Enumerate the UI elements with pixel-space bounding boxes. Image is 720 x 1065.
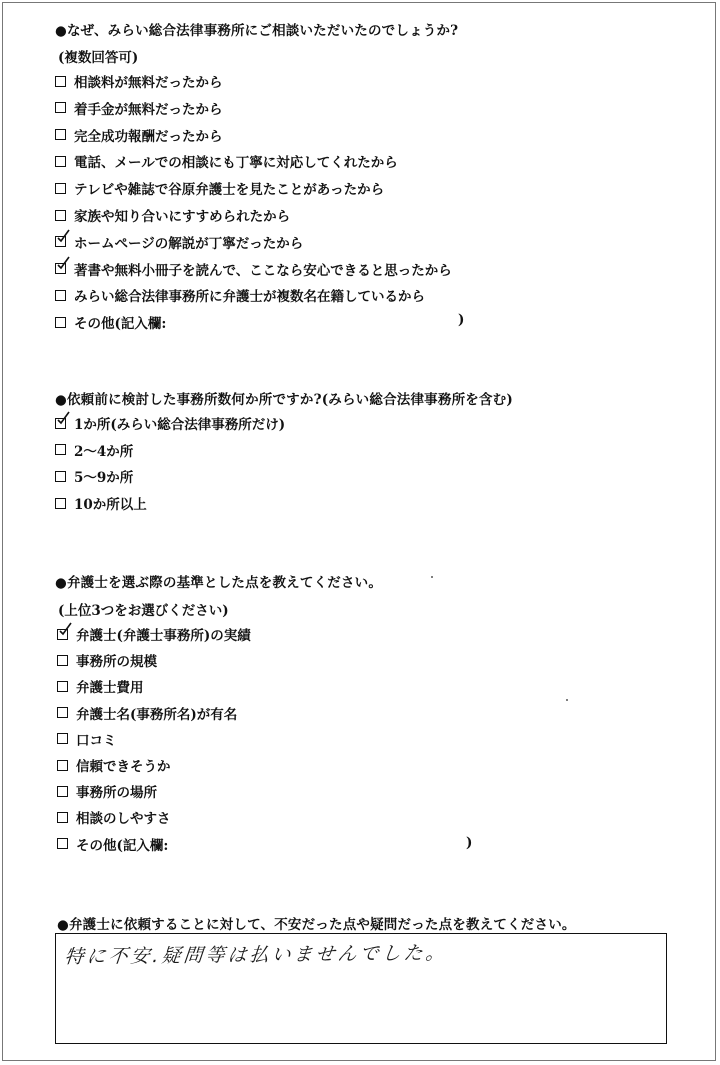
question-1-other-close: ) xyxy=(458,312,465,328)
checkbox-option[interactable] xyxy=(57,781,157,801)
checkbox[interactable] xyxy=(57,760,68,771)
check-mark-icon xyxy=(55,228,71,244)
handwritten-answer: 特に不安.疑問等は払いませんでした。 xyxy=(63,941,449,969)
option-label: 着手金が無料だったから xyxy=(74,101,223,118)
checkbox[interactable] xyxy=(55,471,66,482)
checkbox[interactable] xyxy=(57,681,68,692)
question-4-title: ●弁護士に依頼することに対して、不安だった点や疑問だった点を教えてください。 xyxy=(57,917,576,933)
checkbox-option[interactable] xyxy=(57,729,117,749)
checkbox[interactable] xyxy=(55,498,66,509)
checkbox-option[interactable] xyxy=(55,71,223,91)
option-label: ホームページの解説が丁寧だったから xyxy=(74,235,304,252)
checkbox[interactable] xyxy=(55,76,66,87)
option-label: 事務所の規模 xyxy=(76,654,157,671)
option-label: 家族や知り合いにすすめられたから xyxy=(74,209,291,225)
checkbox-checked[interactable] xyxy=(55,236,66,247)
checkbox-option[interactable] xyxy=(57,755,171,775)
option-label: 5〜9か所 xyxy=(74,470,134,487)
option-label: 10か所以上 xyxy=(74,497,147,514)
checkbox-option[interactable] xyxy=(57,650,157,670)
checkbox[interactable] xyxy=(55,102,66,113)
checkbox-option[interactable] xyxy=(55,125,223,145)
option-label: 弁護士名(事務所名)が有名 xyxy=(76,706,238,723)
checkbox[interactable] xyxy=(55,290,66,301)
option-label: 相談のしやすさ xyxy=(76,811,171,828)
option-label: 相談料が無料だったから xyxy=(74,75,223,91)
option-label: 完全成功報酬だったから xyxy=(74,128,223,145)
checkbox-option[interactable] xyxy=(57,703,237,723)
checkbox[interactable] xyxy=(57,812,68,823)
question-3-note: (上位3つをお選びください) xyxy=(58,603,229,619)
option-label: 著書や無料小冊子を読んで、ここなら安心できると思ったから xyxy=(74,262,452,279)
option-label: 事務所の場所 xyxy=(76,785,157,802)
checkbox[interactable] xyxy=(57,786,68,797)
checkbox-checked[interactable] xyxy=(57,629,68,640)
check-mark-icon xyxy=(55,410,71,426)
checkbox-option[interactable] xyxy=(55,98,223,118)
checkbox-option[interactable] xyxy=(57,807,171,827)
option-label: テレビや雑誌で谷原弁護士を見たことがあったから xyxy=(74,182,385,199)
checkbox[interactable] xyxy=(57,707,68,718)
checkbox[interactable] xyxy=(55,444,66,455)
question-2-title: ●依頼前に検討した事務所数何か所ですか?(みらい総合法律事務所を含む) xyxy=(55,392,513,408)
scan-speck xyxy=(431,576,433,578)
checkbox-option[interactable] xyxy=(55,440,133,460)
checkbox[interactable] xyxy=(57,838,68,849)
checkbox[interactable] xyxy=(55,129,66,140)
option-label: 2〜4か所 xyxy=(74,443,134,460)
checkbox-option[interactable] xyxy=(55,312,166,332)
check-mark-icon xyxy=(57,621,73,637)
option-label: みらい総合法律事務所に弁護士が複数名在籍しているから xyxy=(74,289,425,306)
checkbox[interactable] xyxy=(57,655,68,666)
free-answer-box[interactable] xyxy=(55,933,667,1044)
scan-speck xyxy=(566,699,568,701)
option-label: その他(記入欄: xyxy=(76,837,169,854)
checkbox-option[interactable] xyxy=(55,151,398,171)
option-label: 弁護士(弁護士事務所)の実績 xyxy=(76,628,251,644)
checkbox-option[interactable] xyxy=(57,834,168,854)
checkbox-option[interactable] xyxy=(55,466,133,486)
checkbox-option[interactable] xyxy=(57,624,251,644)
checkbox[interactable] xyxy=(55,317,66,328)
question-1-note: (複数回答可) xyxy=(58,50,139,66)
checkbox-option[interactable] xyxy=(55,205,290,225)
option-label: 信頼できそうか xyxy=(76,759,171,775)
checkbox[interactable] xyxy=(55,156,66,167)
checkbox[interactable] xyxy=(57,733,68,744)
checkbox-option[interactable] xyxy=(55,493,147,513)
checkbox-checked[interactable] xyxy=(55,418,66,429)
checkbox-option[interactable] xyxy=(55,259,452,279)
option-label: その他(記入欄: xyxy=(74,316,167,333)
checkbox-checked[interactable] xyxy=(55,263,66,274)
question-3-other-close: ) xyxy=(466,835,473,851)
checkbox-option[interactable] xyxy=(55,413,285,433)
option-label: 電話、メールでの相談にも丁寧に対応してくれたから xyxy=(74,155,398,172)
checkbox[interactable] xyxy=(55,183,66,194)
question-1-title: ●なぜ、みらい総合法律事務所にご相談いただいたのでしょうか? xyxy=(55,23,459,39)
checkbox-option[interactable] xyxy=(55,178,384,198)
question-3-title: ●弁護士を選ぶ際の基準とした点を教えてください。 xyxy=(55,575,383,591)
option-label: 弁護士費用 xyxy=(76,680,144,697)
check-mark-icon xyxy=(55,255,71,271)
option-label: 1か所(みらい総合法律事務所だけ) xyxy=(74,417,286,433)
option-label: 口コミ xyxy=(76,732,117,749)
checkbox-option[interactable] xyxy=(55,285,425,305)
checkbox-option[interactable] xyxy=(55,232,303,252)
checkbox-option[interactable] xyxy=(57,676,144,696)
checkbox[interactable] xyxy=(55,210,66,221)
